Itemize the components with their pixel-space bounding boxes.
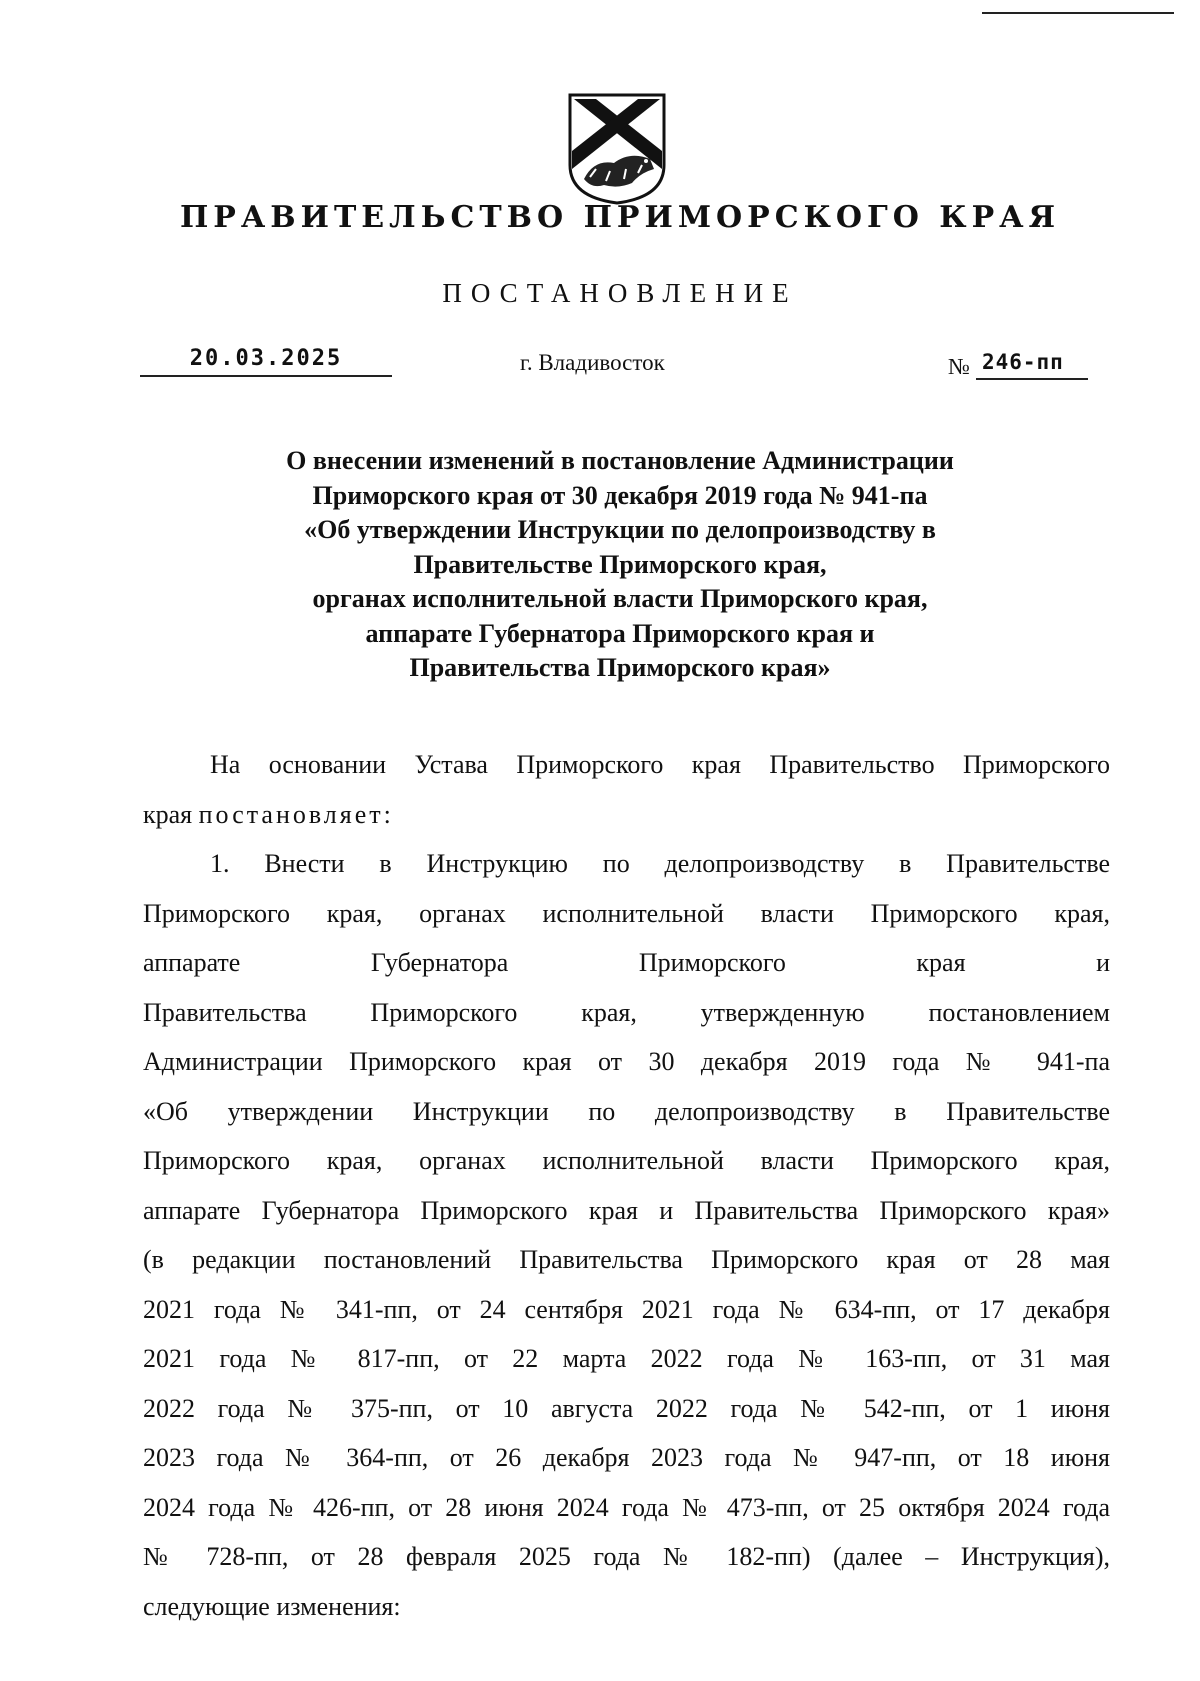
- title-line: Правительстве Приморского края,: [413, 549, 827, 579]
- paragraph-line: 2023 года № 364-пп, от 26 декабря 2023 года № 947-пп, от 18 июня: [143, 1443, 1110, 1472]
- paragraph-line: 2024 года № 426-пп, от 28 июня 2024 года № 473-пп, от 25 октября 2024 года: [143, 1492, 1110, 1522]
- top-rule: [982, 12, 1174, 14]
- paragraph-line: Приморского края, органах исполнительной власти Приморского края,: [143, 1146, 1110, 1175]
- title-line: аппарате Губернатора Приморского края и: [365, 618, 875, 648]
- preamble-prefix: края: [143, 799, 193, 829]
- document-date: 20.03.2025: [140, 346, 392, 377]
- document-body: [143, 740, 1110, 1631]
- title-line: О внесении изменений в постановление Администрации: [286, 446, 954, 475]
- number-label: №: [948, 354, 970, 379]
- paragraph-line: 1. Внести в Инструкцию по делопроизводству в Правительстве: [210, 849, 1110, 878]
- title-line: «Об утверждении Инструкции по делопроизводству в: [304, 515, 936, 544]
- title-line: Правительства Приморского края»: [409, 653, 831, 682]
- paragraph-line: № 728-пп, от 28 февраля 2025 года № 182-пп) (далее – Инструкция),: [143, 1542, 1110, 1571]
- document-number: [948, 350, 1088, 380]
- paragraph-line: 2021 года № 817-пп, от 22 марта 2022 года № 163-пп, от 31 мая: [143, 1344, 1110, 1373]
- paragraph-line: Правительства Приморского края, утвержденную постановлением: [143, 997, 1110, 1027]
- document-city: г. Владивосток: [520, 350, 665, 375]
- paragraph-line: аппарате Губернатора Приморского края и: [143, 948, 1110, 977]
- paragraph-line: Администрации Приморского края от 30 декабря 2019 года № 941-па: [143, 1047, 1110, 1076]
- paragraph-line: следующие изменения:: [143, 1591, 401, 1621]
- organization-name: ПРАВИТЕЛЬСТВО ПРИМОРСКОГО КРАЯ: [179, 200, 1061, 235]
- number-value: 246-пп: [976, 350, 1088, 380]
- preamble-line: На основании Устава Приморского края Правительство Приморского: [210, 750, 1110, 779]
- document-type: ПОСТАНОВЛЕНИЕ: [442, 278, 798, 308]
- decree-word: постановляет:: [198, 799, 394, 829]
- paragraph-line: «Об утверждении Инструкции по делопроизводству в Правительстве: [143, 1096, 1110, 1126]
- title-line: Приморского края от 30 декабря 2019 года № 941-па: [312, 480, 928, 510]
- preamble-line: [143, 790, 1110, 840]
- paragraph-line: 2021 года № 341-пп, от 24 сентября 2021 года № 634-пп, от 17 декабря: [143, 1294, 1110, 1324]
- title-line: органах исполнительной власти Приморского края,: [312, 584, 928, 613]
- paragraph-line: 2022 года № 375-пп, от 10 августа 2022 года № 542-пп, от 1 июня: [143, 1393, 1110, 1423]
- document-title: [200, 444, 1040, 686]
- coat-of-arms-icon: [566, 93, 668, 205]
- paragraph-line: (в редакции постановлений Правительства Приморского края от 28 мая: [143, 1245, 1110, 1274]
- paragraph-line: Приморского края, органах исполнительной власти Приморского края,: [143, 898, 1110, 928]
- paragraph-line: аппарате Губернатора Приморского края и Правительства Приморского края»: [143, 1195, 1110, 1225]
